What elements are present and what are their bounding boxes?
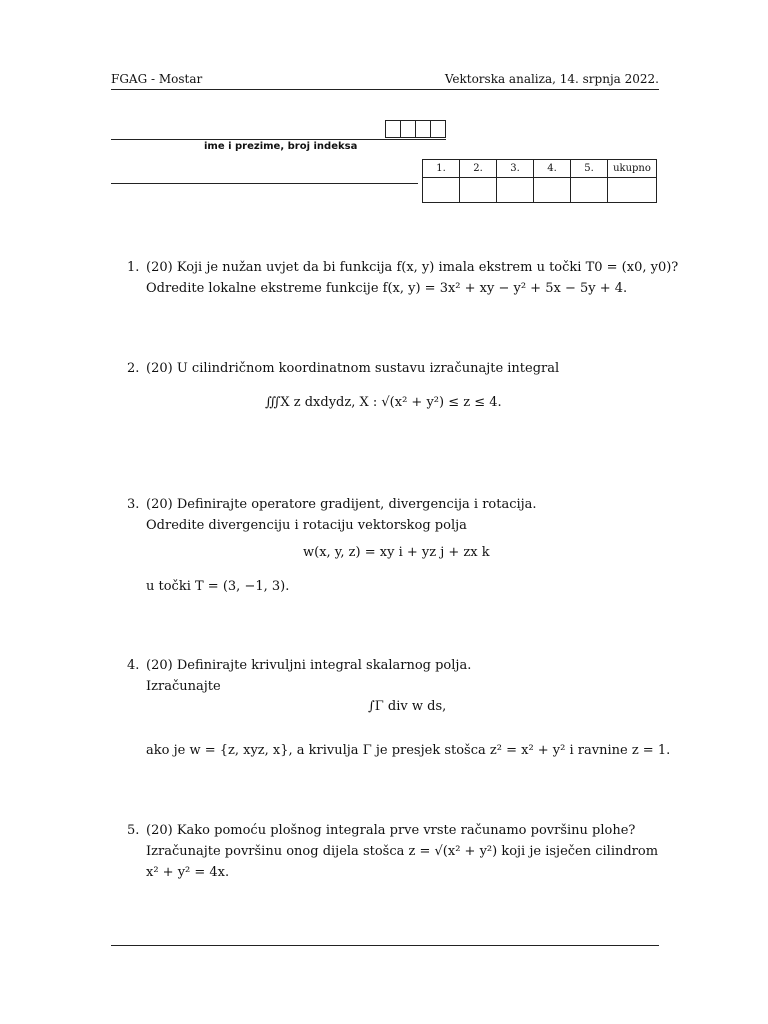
problem-text: Odredite divergenciju i rotaciju vektorskog polja <box>146 518 467 533</box>
score-col-1: 1. <box>423 160 460 178</box>
signature-line <box>111 183 418 184</box>
problem-2 <box>127 358 667 379</box>
problem-text: Koji je nužan uvjet da bi funkcija f(x, y) imala ekstrem u točki T0 = (x0, y0)? <box>176 260 679 275</box>
index-box <box>386 120 401 138</box>
problem-4-cont <box>127 740 671 761</box>
problem-text: U cilindričnom koordinatnom sustavu izračunajte integral <box>176 361 560 376</box>
problem-text: ako je w = {z, xyz, x}, a krivulja Γ je presjek stošca z² = x² + y² i ravnine z = 1. <box>146 743 671 758</box>
problem-formula: ∭X z dxdydz, X : √(x² + y²) ≤ z ≤ 4. <box>265 395 502 410</box>
score-col-3: 3. <box>497 160 534 178</box>
problem-5 <box>127 820 667 883</box>
name-line <box>111 139 446 140</box>
problem-points: (20) <box>146 361 173 376</box>
index-box <box>431 120 446 138</box>
score-table <box>422 159 657 203</box>
course-institution: FGAG - Mostar <box>111 72 203 86</box>
score-cell <box>534 178 571 203</box>
problem-text: Odredite lokalne ekstreme funkcije f(x, y) = 3x² + xy − y² + 5x − 5y + 4. <box>146 281 628 296</box>
problem-text: u točki T = (3, −1, 3). <box>146 579 290 594</box>
score-cell <box>423 178 460 203</box>
footer-divider <box>111 945 659 946</box>
problem-text: x² + y² = 4x. <box>146 865 230 880</box>
score-cell <box>497 178 534 203</box>
index-box <box>401 120 416 138</box>
problem-number: 5. <box>127 823 140 838</box>
name-caption: ime i prezime, broj indeksa <box>204 141 358 152</box>
problem-formula: w(x, y, z) = xy i + yz j + zx k <box>303 545 490 560</box>
problem-text: Definirajte operatore gradijent, divergencija i rotacija. <box>176 497 537 512</box>
problem-3 <box>127 494 667 536</box>
score-table-blank-row <box>423 178 657 203</box>
problem-text: Kako pomoću plošnog integrala prve vrste računamo površinu plohe? <box>176 823 636 838</box>
problem-4 <box>127 655 667 697</box>
problem-number: 4. <box>127 658 140 673</box>
problem-3-cont <box>127 576 667 597</box>
index-number-boxes <box>385 120 446 138</box>
problem-formula: ∫Γ div w ds, <box>368 699 447 714</box>
problem-points: (20) <box>146 658 173 673</box>
score-col-4: 4. <box>534 160 571 178</box>
problem-points: (20) <box>146 260 173 275</box>
exam-title-date: Vektorska analiza, 14. srpnja 2022. <box>444 72 659 86</box>
score-cell <box>460 178 497 203</box>
problem-1 <box>127 257 679 299</box>
header-divider <box>111 89 659 90</box>
score-col-2: 2. <box>460 160 497 178</box>
problem-points: (20) <box>146 497 173 512</box>
score-cell <box>571 178 608 203</box>
problem-text: Izračunajte površinu onog dijela stošca z = √(x² + y²) koji je isječen cilindrom <box>146 844 659 859</box>
index-box <box>416 120 431 138</box>
score-table-header-row <box>423 160 657 178</box>
score-cell-total <box>608 178 657 203</box>
problem-number: 3. <box>127 497 140 512</box>
problem-text: Izračunajte <box>146 679 221 694</box>
score-col-total: ukupno <box>608 160 657 178</box>
problem-number: 1. <box>127 260 140 275</box>
problem-number: 2. <box>127 361 140 376</box>
problem-text: Definirajte krivuljni integral skalarnog polja. <box>176 658 472 673</box>
problem-points: (20) <box>146 823 173 838</box>
score-col-5: 5. <box>571 160 608 178</box>
